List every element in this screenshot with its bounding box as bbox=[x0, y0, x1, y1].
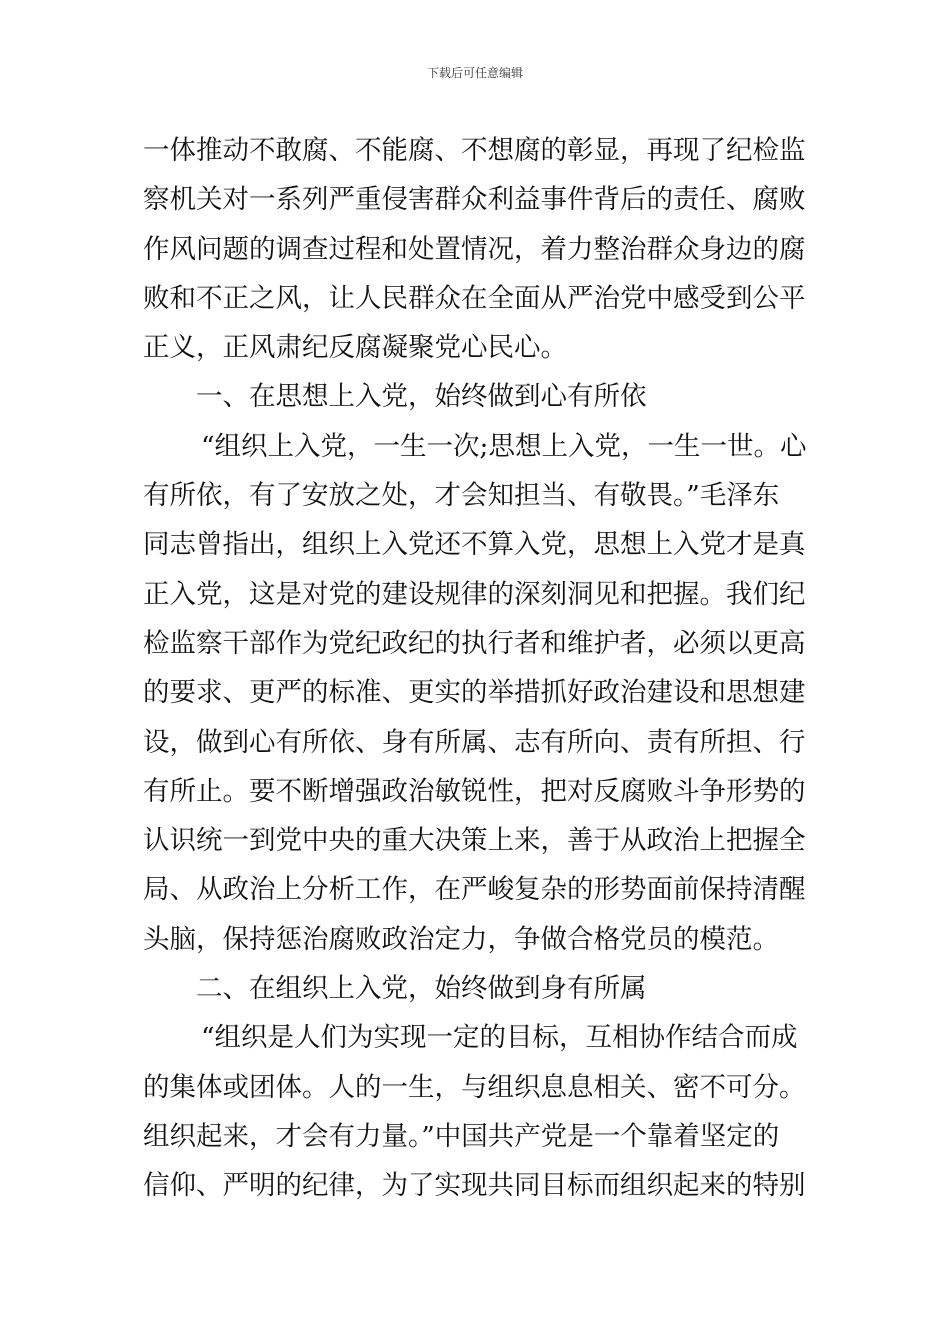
section-heading-2: 二、在组织上入党，始终做到身有所属 bbox=[196, 973, 647, 1005]
paragraph-line: 败和不正之风，让人民群众在全面从严治党中感受到公平 bbox=[143, 282, 806, 314]
page-header-note: 下载后可任意编辑 bbox=[426, 66, 523, 80]
paragraph-line: 有所依，有了安放之处，才会知担当、有敬畏。”毛泽东 bbox=[143, 480, 780, 512]
paragraph-line: 检监察干部作为党纪政纪的执行者和维护者，必须以更高 bbox=[143, 627, 806, 659]
paragraph-line: 局、从政治上分析工作，在严峻复杂的形势面前保持清醒 bbox=[143, 874, 806, 906]
paragraph-line: 的集体或团体。人的一生，与组织息息相关、密不可分。 bbox=[143, 1071, 806, 1103]
paragraph-line: 同志曾指出，组织上入党还不算入党，思想上入党才是真 bbox=[143, 529, 806, 561]
paragraph-line: 设，做到心有所依、身有所属、志有所向、责有所担、行 bbox=[143, 726, 806, 758]
paragraph-line: 作风问题的调查过程和处置情况，着力整治群众身边的腐 bbox=[143, 233, 806, 265]
paragraph-line: 察机关对一系列严重侵害群众利益事件背后的责任、腐败 bbox=[143, 184, 806, 216]
paragraph-line: 头脑，保持惩治腐败政治定力，争做合格党员的模范。 bbox=[143, 923, 779, 955]
section-heading-1: 一、在思想上入党，始终做到心有所依 bbox=[196, 381, 647, 413]
paragraph-line: 正义，正风肃纪反腐凝聚党心民心。 bbox=[143, 332, 567, 364]
paragraph-line: 组织起来，才会有力量。”中国共产党是一个靠着坚定的 bbox=[143, 1120, 780, 1152]
paragraph-line: 有所止。要不断增强政治敏锐性，把对反腐败斗争形势的 bbox=[143, 775, 806, 807]
paragraph-line: 一体推动不敢腐、不能腐、不想腐的彰显，再现了纪检监 bbox=[143, 135, 806, 166]
paragraph-line: 的要求、更严的标准、更实的举措抓好政治建设和思想建 bbox=[143, 677, 806, 709]
paragraph-line: “组织是人们为实现一定的目标，互相协作结合而成 bbox=[201, 1022, 798, 1054]
paragraph-line: 信仰、严明的纪律，为了实现共同目标而组织起来的特别 bbox=[143, 1170, 806, 1202]
paragraph-line: 正入党，这是对党的建设规律的深刻洞见和把握。我们纪 bbox=[143, 578, 806, 610]
document-body bbox=[143, 126, 808, 1211]
paragraph-line: 认识统一到党中央的重大决策上来，善于从政治上把握全 bbox=[143, 825, 806, 857]
paragraph-line: “组织上入党，一生一次;思想上入党，一生一世。心 bbox=[201, 430, 807, 462]
